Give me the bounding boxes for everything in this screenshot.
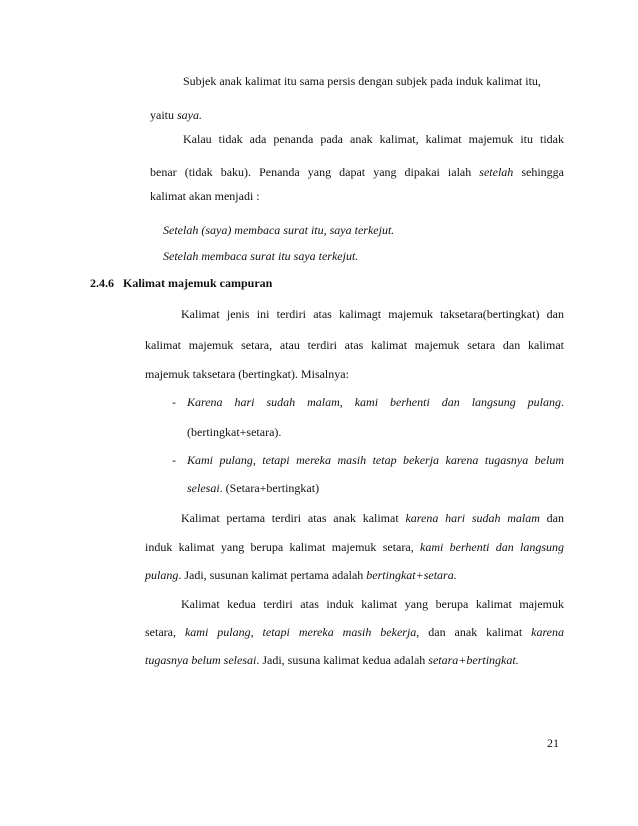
para4-line3-em1: pulang	[145, 568, 179, 582]
para5-line2	[145, 625, 564, 639]
para3-line1: Kalimat jenis ini terdiri atas kalimagt majemuk taksetara(bertingkat) dan	[181, 307, 564, 321]
page-number: 21	[547, 736, 559, 750]
example-sentence-2: Setelah membaca surat itu saya terkejut.	[163, 249, 359, 263]
para1-line2-em: saya.	[177, 108, 202, 122]
para4-line2-pre: induk kalimat yang berupa kalimat majemuk setara,	[145, 540, 420, 554]
para5-line2-pre: setara,	[145, 625, 185, 639]
para5-line1: Kalimat kedua terdiri atas induk kalimat yang berupa kalimat majemuk	[181, 597, 564, 611]
list-item-2-line1: Kami pulang, tetapi mereka masih tetap bekerja karena tugasnya belum	[187, 453, 564, 467]
para3-line2: kalimat majemuk setara, atau terdiri atas kalimat majemuk setara dan kalimat	[145, 338, 564, 352]
para2-line3: kalimat akan menjadi :	[150, 189, 260, 203]
para3-line3: majemuk taksetara (bertingkat). Misalnya:	[145, 367, 349, 381]
list-item-1-em: Karena hari sudah malam, kami berhenti dan langsung pulang	[187, 395, 561, 409]
list-item-1-dash: -	[172, 395, 176, 409]
para4-line1-pre: Kalimat pertama terdiri atas anak kalimat	[181, 511, 406, 525]
para4-line1	[181, 511, 564, 525]
para1-line2-pre: yaitu	[150, 108, 177, 122]
para5-line2-em2: karena	[531, 625, 565, 639]
section-title: Kalimat majemuk campuran	[123, 276, 273, 290]
para2-line2-pre: benar (tidak baku). Penanda yang dapat yang dipakai ialah	[150, 165, 480, 179]
para2-line1: Kalau tidak ada penanda pada anak kalimat, kalimat majemuk itu tidak	[183, 132, 564, 146]
para2-line2-em: setelah	[479, 165, 514, 179]
list-item-1-line2: (bertingkat+setara).	[187, 425, 282, 439]
para4-line3-mid: . Jadi, susunan kalimat pertama adalah	[178, 568, 367, 582]
para5-line3-mid: . Jadi, susuna kalimat kedua adalah	[256, 653, 429, 667]
para4-line2	[145, 540, 564, 554]
para5-line2-em: kami pulang, tetapi mereka masih bekerja	[184, 625, 417, 639]
para4-line1-post: dan	[539, 511, 565, 525]
list-item-2-dash: -	[172, 453, 176, 467]
para4-line3	[145, 568, 457, 582]
para4-line1-em: karena hari sudah malam	[405, 511, 540, 525]
para2-line2	[150, 165, 564, 179]
para2-line2-post: sehingga	[513, 165, 564, 179]
para5-line3-em: tugasnya belum selesai	[145, 653, 257, 667]
list-item-2-line2-em: selesai	[187, 481, 220, 495]
section-number: 2.4.6	[90, 276, 114, 290]
para5-line3-em2: setara+bertingkat.	[428, 653, 519, 667]
example-sentence-1: Setelah (saya) membaca surat itu, saya terkejut.	[163, 223, 395, 237]
para5-line3	[145, 653, 519, 667]
list-item-2-line2-post: . (Setara+bertingkat)	[219, 481, 320, 495]
para4-line2-em: kami berhenti dan langsung	[420, 540, 564, 554]
section-heading	[90, 276, 272, 290]
list-item-2-line2	[187, 481, 319, 495]
para5-line2-mid: , dan anak kalimat	[416, 625, 532, 639]
para1-line2	[150, 108, 202, 122]
para4-line3-em2: bertingkat+setara.	[366, 568, 457, 582]
para1-line1: Subjek anak kalimat itu sama persis dengan subjek pada induk kalimat itu,	[183, 74, 541, 88]
list-item-1-post: .	[561, 395, 564, 409]
list-item-1-line1	[187, 395, 564, 409]
